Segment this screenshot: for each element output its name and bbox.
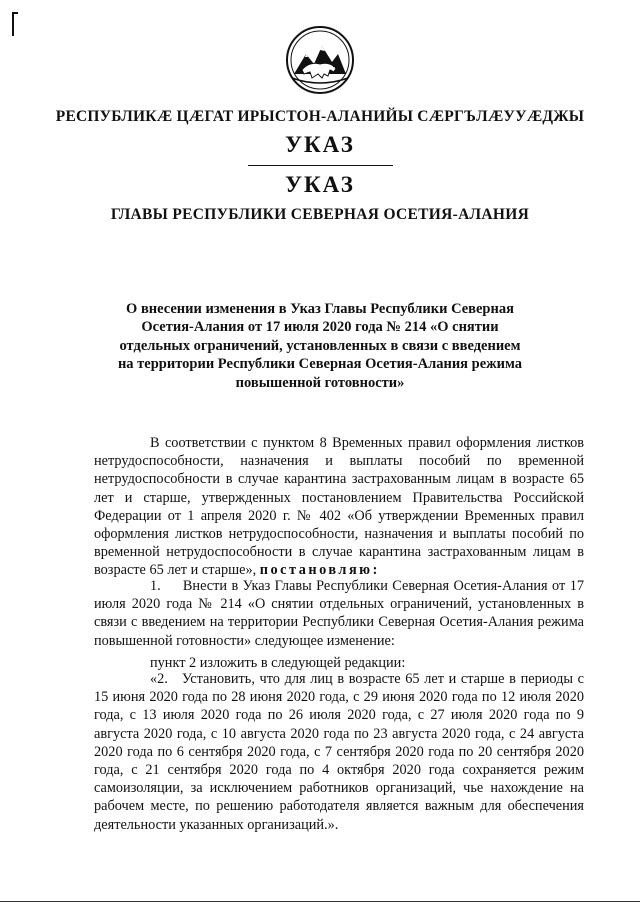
ossetian-header: РЕСПУБЛИКӔ ЦӔГАТ ИРЫСТОН-АЛАНИЙЫ СӔРГЪЛӔУУӔДЖЫ (55, 108, 585, 125)
item-2-paragraph: «2. Установить, что для лиц в возрасте 65 лет и старше в периоды с 15 июня 2020 года по 28 июня 2020 года, с 29 июня 2020 года по 12 июля 2020 года, с 13 июля 2020 года по 26 июля 2020 года, с 27 июля 2020 года по 9 августа 2020 года, с 10 августа 2020 года по 23 августа 2020 года, с 24 августа 2020 года по 6 сентября 2020 года, с 7 сентября 2020 года по 20 сентября 2020 года, с 21 сентября 2020 года по 4 октября 2020 года сохраняется режим самоизоляции, за исключением работников организаций, чье нахождение на рабочем месте, по решению работодателя является важным для обеспечения деятельности указанных организаций.». (94, 671, 584, 833)
preamble-keyword: постановляю: (259, 562, 380, 579)
item-1-paragraph: 1. Внести в Указ Главы Республики Северная Осетия-Алания от 17 июля 2020 года № 214 «О снятии отдельных ограничений, установленных в связи с введением на территории Республики Северная Осетия-Алания режима повышенной готовности» следующее изменение: (94, 578, 584, 649)
russian-header: ГЛАВЫ РЕСПУБЛИКИ СЕВЕРНАЯ ОСЕТИЯ-АЛАНИЯ (110, 206, 530, 223)
decree-label-russian: УКАЗ (285, 172, 355, 197)
header-divider (248, 165, 393, 166)
decree-label-ossetian: УКАЗ (285, 132, 355, 157)
preamble-text: В соответствии с пунктом 8 Временных правил оформления листков нетрудоспособности, назначения и выплаты пособий по временной нетрудоспособности в случае карантина застрахованным лицам в возрасте 65 лет и старше, утвержденных постановлением Правительства Российской Федерации от 1 апреля 2020 г. № 402 «Об утверждении Временных правил оформления листков нетрудоспособности, назначения и выплаты пособий по временной нетрудоспособности в случае карантина застрахованным лицам в возрасте 65 лет и старше», (94, 435, 584, 579)
corner-crop-mark (12, 12, 18, 36)
page-bottom-edge (0, 901, 640, 902)
coat-of-arms-icon (284, 24, 356, 96)
preamble-paragraph (94, 434, 584, 580)
item-1-subparagraph: пункт 2 изложить в следующей редакции: (150, 655, 406, 671)
document-title: О внесении изменения в Указ Главы Республики Северная Осетия-Алания от 17 июля 2020 года № 214 «О снятии отдельных ограничений, установленных в связи с введением на территории Республики Северная Осетия-Алания режима повышенной готовности» (117, 301, 523, 391)
